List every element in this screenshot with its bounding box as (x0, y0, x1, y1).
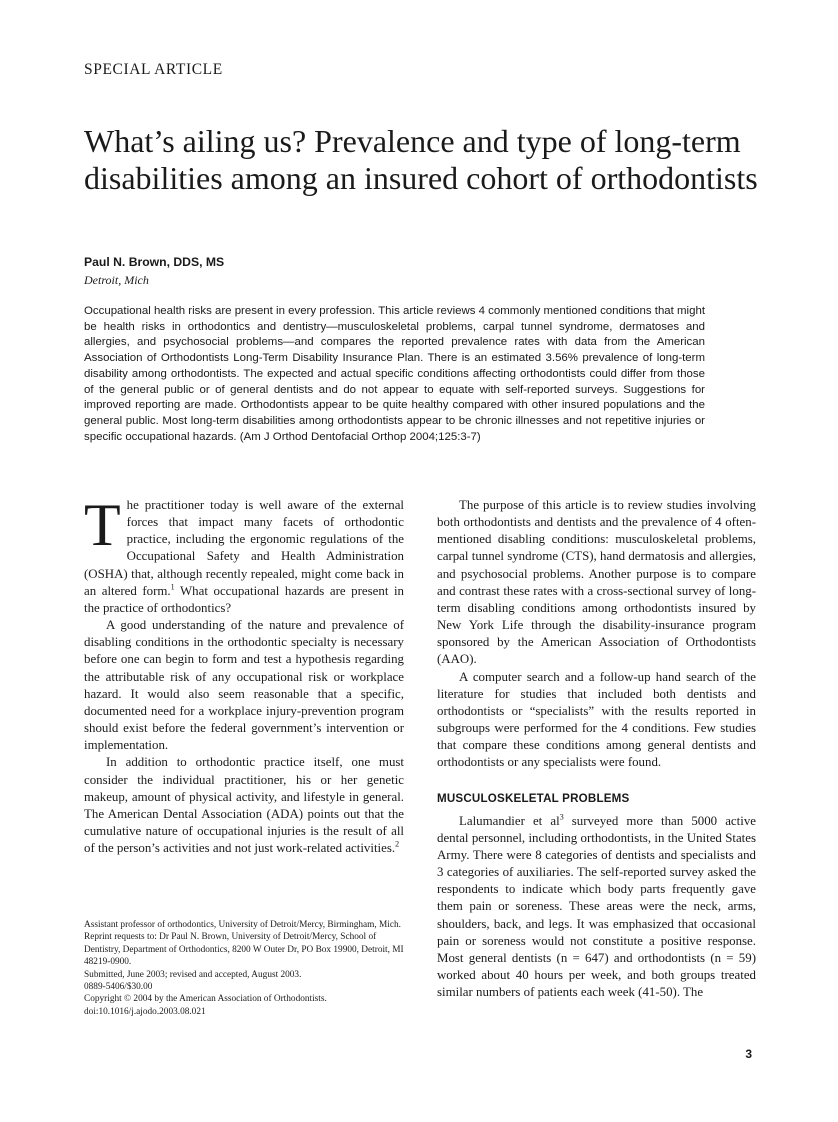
footnote-submitted: Submitted, June 2003; revised and accepted, August 2003. (84, 969, 302, 980)
reference-marker: 1 (170, 582, 175, 592)
intro-paragraph (84, 492, 404, 617)
author-name: Paul N. Brown, DDS, MS (84, 255, 225, 269)
footnotes (84, 919, 408, 1018)
paragraph: A good understanding of the nature and prevalence of disabling conditions in the orthodontic specialty is necessary before one can begin to form and test a hypothesis regarding the attributable risk of any occupational risk or workplace hazard. It would also seem reasonable that a specific, documented need for a workplace injury-prevention program should exist before the federal government’s intervention or implementation. (84, 618, 404, 753)
paragraph-text: surveyed more than 5000 active dental personnel, including orthodontists, in the United States Army. There were 8 categories of dentists and specialists and 3 categories of auxiliaries. The self-reported survey asked the respondents to indicate which body parts frequently gave them pain or soreness. These areas were the neck, arms, shoulders, back, and legs. It was emphasized that occasional pain or soreness would not constitute a positive response. Most general dentists (n = 647) and orthodontists (n = 59) worked about 40 hours per week, and both groups treated similar numbers of patients each week (41-50). The (437, 813, 756, 1000)
article-title: What’s ailing us? Prevalence and type of long-term disabilities among an insured cohort of orthodontists (84, 123, 758, 196)
body-column-left (84, 492, 404, 857)
paragraph-text: In addition to orthodontic practice itself, one must consider the individual practitioner, his or her genetic makeup, amount of physical activity, and lifestyle in general. The American Dental Association (ADA) points out that the cumulative nature of occupational injuries is the result of all of the person’s activities and not just work-related activities. (84, 755, 404, 856)
body-column-right (437, 497, 756, 1001)
footnote-copyright: Copyright © 2004 by the American Association of Orthodontists. (84, 994, 327, 1005)
abstract: Occupational health risks are present in every profession. This article reviews 4 commonly mentioned conditions that might be health risks in orthodontics and dentistry—musculoskeletal problems, carpal tunnel syndrome, dermatoses and allergies, and psychosocial problems—and compares the reported prevalence rates with data from the American Association of Orthodontists Long-Term Disability Insurance Plan. There is an estimated 3.56% prevalence of long-term disability among orthodontists. The expected and actual specific conditions affecting orthodontists could differ from those of the general public or of general dentists and do not appear to equate with self-reported surveys. Suggestions for improved reporting are made. Orthodontists appear to be quite healthy compared with other insured populations and the general public. Most long-term disabilities among orthodontists appear to be chronic illnesses and not repetitive injuries or specific occupational hazards. (Am J Orthod Dentofacial Orthop 2004;125:3-7) (84, 305, 705, 443)
section-heading: MUSCULOSKELETAL PROBLEMS (437, 791, 630, 805)
page-number: 3 (745, 1047, 752, 1061)
paragraph (84, 754, 404, 857)
paragraph: The purpose of this article is to review studies involving both orthodontists and dentists and the prevalence of 4 often-mentioned disabling conditions: musculoskeletal problems, carpal tunnel syndrome (CTS), hand dermatosis and allergies, and psychosocial problems. Another purpose is to compare and contrast these rates with a cross-sectional survey of long-term disabling conditions among orthodontists insured by New York Life through the disability-insurance program sponsored by the American Association of Orthodontists (AAO). (437, 498, 756, 667)
paragraph-text: What occupational hazards are present in the practice of orthodontics? (84, 583, 404, 615)
author-affiliation: Detroit, Mich (84, 273, 149, 287)
drop-cap: T (84, 492, 121, 558)
paragraph (437, 813, 756, 1002)
paragraph-text: Lalumandier et al (459, 813, 560, 828)
paragraph: A computer search and a follow-up hand search of the literature for studies that included both dentists and orthodontists or “specialists” with the results reported in subgroups were performed for the 4 conditions. Few studies that compare these conditions among general dentists and orthodontists or any specialists were found. (437, 669, 756, 770)
reference-marker: 3 (559, 812, 564, 822)
footnote-reprint: Reprint requests to: Dr Paul N. Brown, University of Detroit/Mercy, School of Dentistry, Department of Orthodontics, 8200 W Outer Dr, PO Box 19900, Detroit, MI 48219-0900. (84, 932, 404, 968)
paragraph-text: he practitioner today is well aware of the external forces that impact many facets of orthodontic practice, including the ergonomic regulations of the Occupational Safety and Health Administration (OSHA) that, although recently repealed, might come back in an altered form. (84, 498, 404, 598)
footnote-doi: doi:10.1016/j.ajodo.2003.08.021 (84, 1006, 206, 1017)
footnote-position: Assistant professor of orthodontics, University of Detroit/Mercy, Birmingham, Mich. (84, 920, 401, 930)
section-label: SPECIAL ARTICLE (84, 61, 223, 78)
reference-marker: 2 (395, 839, 400, 849)
footnote-issn: 0889-5406/$30.00 (84, 982, 153, 993)
